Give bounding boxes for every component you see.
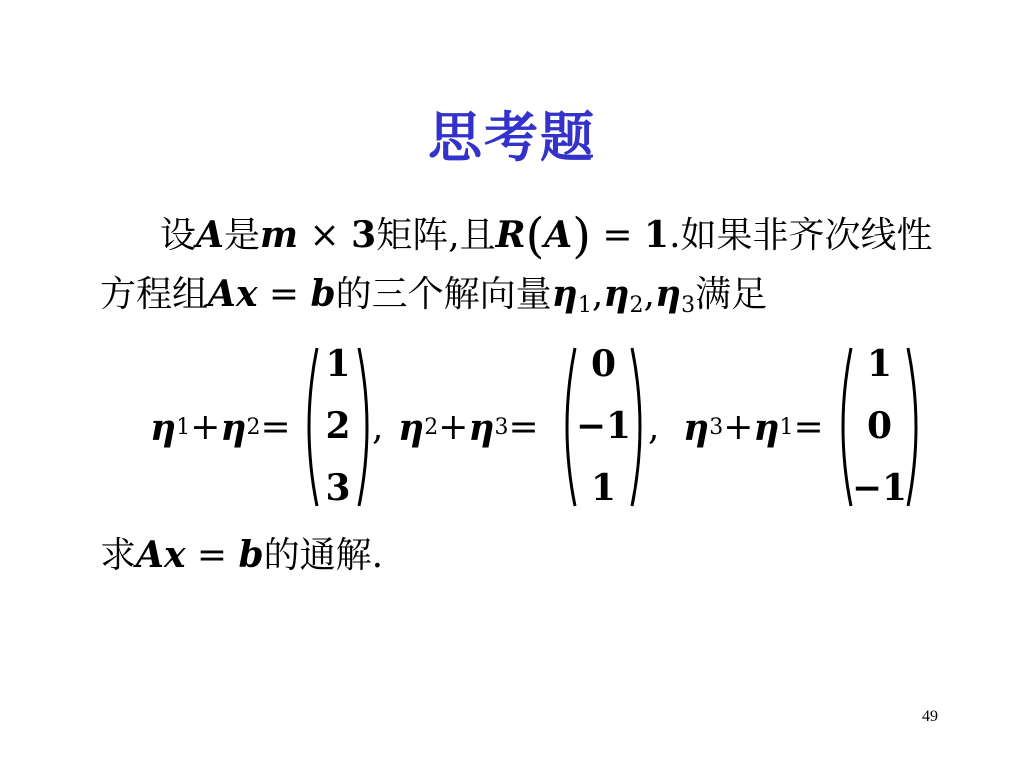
paren-left: ( bbox=[525, 208, 545, 264]
equals-symbol: = bbox=[508, 407, 539, 448]
equals-symbol: = bbox=[590, 215, 645, 256]
var-eta: η bbox=[220, 406, 247, 449]
slide-title: 思考题 bbox=[428, 106, 596, 169]
var-b: b bbox=[238, 534, 264, 576]
text: 是 bbox=[223, 215, 260, 256]
vector-entry: 2 bbox=[325, 405, 351, 447]
text: 满足 bbox=[695, 274, 768, 315]
equation-row bbox=[0, 340, 1024, 515]
equals-symbol: = bbox=[260, 407, 291, 448]
subscript: 3 bbox=[681, 293, 696, 318]
var-A: A bbox=[196, 214, 224, 256]
equals-symbol: = bbox=[793, 407, 824, 448]
var-x: x bbox=[235, 273, 258, 315]
column-vector-2 bbox=[561, 340, 646, 515]
vector-entry: 1 bbox=[325, 343, 351, 385]
problem-line-1 bbox=[160, 208, 933, 264]
var-R: R bbox=[495, 214, 526, 256]
num-3: 3 bbox=[351, 214, 377, 256]
subscript: 2 bbox=[246, 415, 261, 440]
equation-3-lhs bbox=[683, 340, 824, 515]
column-vector-1 bbox=[303, 340, 373, 515]
var-eta: η bbox=[603, 273, 630, 315]
subscript: 1 bbox=[779, 415, 794, 440]
subscript: 1 bbox=[577, 293, 592, 318]
vector-entry: 1 bbox=[590, 467, 617, 509]
vector-entry: 3 bbox=[325, 467, 351, 509]
text: 设 bbox=[160, 215, 197, 256]
comma: , bbox=[372, 407, 384, 448]
equals-symbol: = bbox=[257, 274, 311, 315]
num-1: 1 bbox=[644, 214, 670, 256]
text: 的三个解向量 bbox=[335, 274, 552, 315]
plus-symbol: + bbox=[190, 407, 221, 448]
var-A: A bbox=[208, 273, 236, 315]
var-eta: η bbox=[551, 273, 578, 315]
equals-symbol: = bbox=[185, 535, 239, 576]
subscript: 2 bbox=[424, 415, 439, 440]
separator-comma bbox=[648, 340, 659, 515]
problem-line-2 bbox=[100, 272, 767, 328]
var-eta: η bbox=[753, 406, 780, 449]
vector-entry: 0 bbox=[590, 343, 617, 385]
var-x: x bbox=[163, 534, 186, 576]
subscript: 3 bbox=[709, 415, 724, 440]
times-symbol: × bbox=[298, 215, 352, 256]
vector-entry: 0 bbox=[866, 405, 893, 447]
text: 矩阵,且 bbox=[376, 215, 496, 256]
comma: , bbox=[591, 274, 604, 315]
var-eta: η bbox=[683, 406, 710, 449]
separator-comma bbox=[372, 340, 383, 515]
vector-entry: −1 bbox=[575, 405, 632, 447]
var-eta: η bbox=[398, 406, 425, 449]
var-eta: η bbox=[150, 406, 177, 449]
equation-1-lhs bbox=[150, 340, 291, 515]
text: 方程组 bbox=[100, 274, 209, 315]
subscript: 1 bbox=[176, 415, 191, 440]
text: 求 bbox=[100, 535, 137, 576]
equation-2-lhs bbox=[398, 340, 539, 515]
text: 的通解. bbox=[263, 535, 384, 576]
plus-symbol: + bbox=[723, 407, 754, 448]
vector-entry: −1 bbox=[851, 467, 908, 509]
question-line bbox=[100, 533, 383, 578]
plus-symbol: + bbox=[438, 407, 469, 448]
page-number: 49 bbox=[922, 708, 938, 725]
vector-entry: 1 bbox=[866, 343, 893, 385]
var-A: A bbox=[544, 214, 573, 256]
comma: , bbox=[648, 407, 660, 448]
subscript: 3 bbox=[494, 415, 509, 440]
paren-right: ) bbox=[572, 208, 591, 264]
subscript: 2 bbox=[629, 293, 644, 318]
var-A: A bbox=[136, 534, 164, 576]
var-m: m bbox=[259, 214, 299, 256]
var-eta: η bbox=[654, 273, 682, 315]
comma: , bbox=[643, 274, 655, 315]
var-eta: η bbox=[468, 406, 495, 449]
var-b: b bbox=[310, 273, 336, 315]
text: .如果非齐次线性 bbox=[669, 215, 933, 256]
column-vector-3 bbox=[837, 340, 922, 515]
